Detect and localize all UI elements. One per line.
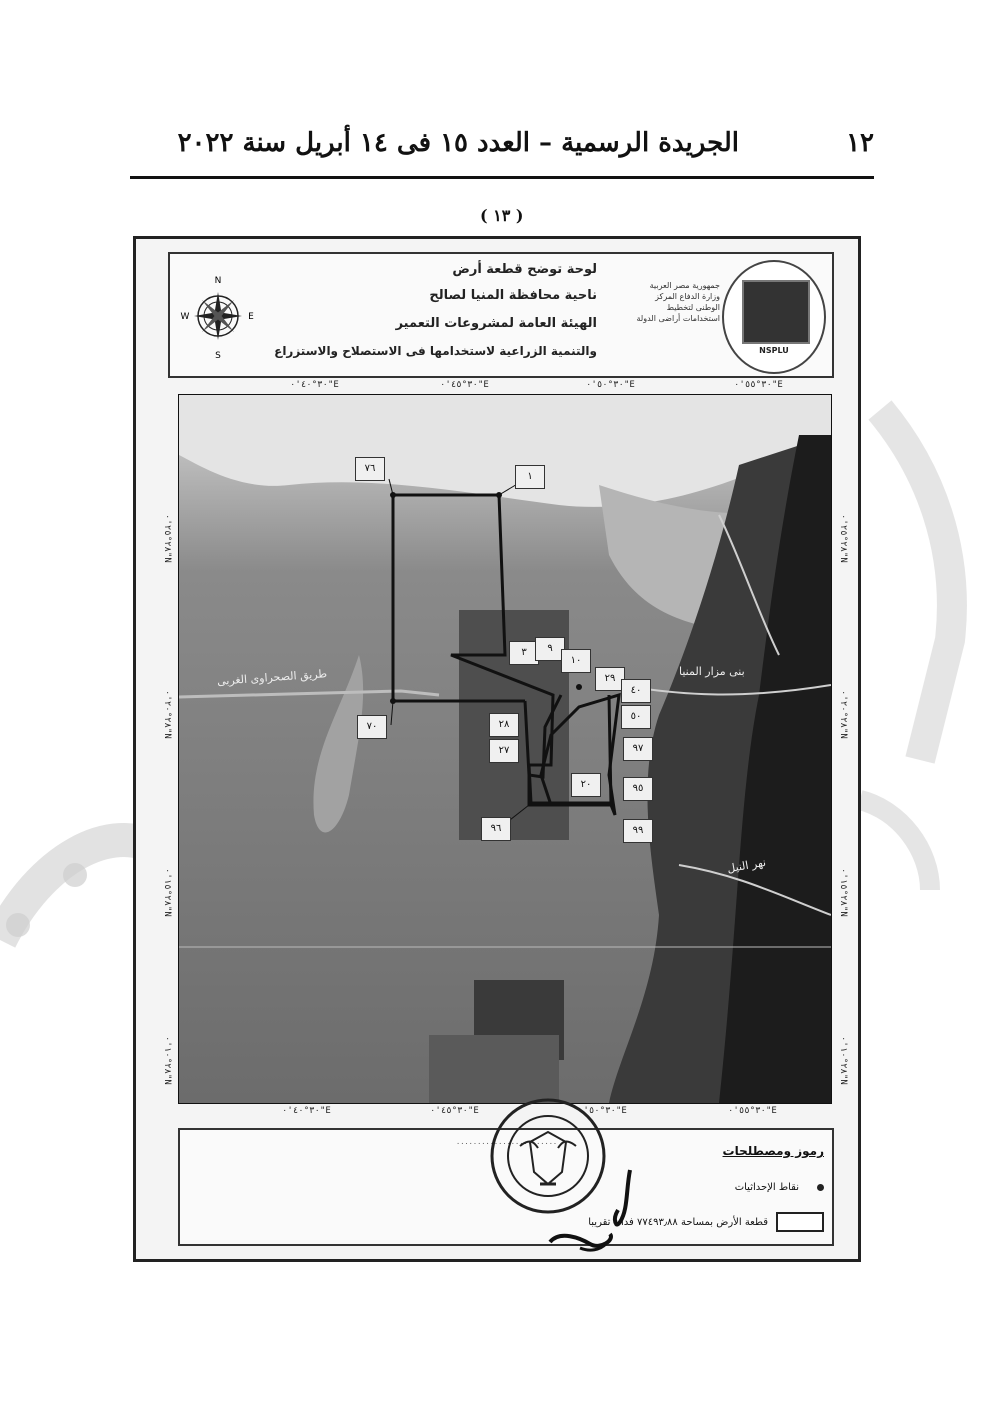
point-label-96: ٩٦ [481, 817, 511, 841]
point-label-1: ١ [515, 465, 545, 489]
coord-bottom-3: ٣٠°٥٠'٠"E [578, 1106, 627, 1116]
page-header [130, 120, 874, 180]
coord-right-4: ٢٨°١٠'٠"N [838, 1036, 848, 1085]
point-label-76: ٧٦ [355, 457, 385, 481]
point-label-70: ٧٠ [357, 715, 387, 739]
coord-left-4: ٢٨°١٠'٠"N [162, 1036, 172, 1085]
compass-rose-icon [180, 270, 256, 360]
nsplu-logo [722, 260, 826, 374]
point-label-3: ٣ [509, 641, 539, 665]
legend-dot-icon [817, 1184, 824, 1191]
title-line-4: والتنمية الزراعية لاستخدامها فى الاستصلاح والاستزراع [274, 344, 597, 358]
logo-text: NSPLU [759, 346, 789, 355]
signature [540, 1160, 650, 1255]
legend-item-points [735, 1182, 824, 1193]
legend-title: رموز ومصطلحات [722, 1144, 824, 1158]
nile-label: نهر النيل [726, 855, 767, 876]
coord-top-2: ٣٠°٤٥'٠"E [440, 380, 489, 390]
sub-page-number: ( ١٣ ) [480, 206, 524, 225]
logo-emblem-icon [742, 280, 810, 344]
coord-top-1: ٣٠°٤٠'٠"E [290, 380, 339, 390]
gazette-title: الجريدة الرسمية – العدد ١٥ فى ١٤ أبريل سنة ٢٠٢٢ [177, 128, 739, 158]
title-line-1: لوحة توضح قطعة أرض [452, 262, 597, 277]
coord-bottom-4: ٣٠°٥٥'٠"E [728, 1106, 777, 1116]
point-label-50: ٥٠ [621, 705, 651, 729]
desert-road-label: طريق الصحراوى الغربى [216, 667, 328, 688]
title-line-2: ناحية محافظة المنيا لصالح [429, 288, 597, 303]
coord-left-3: ٢٨°١٥'٠"N [162, 868, 172, 917]
compass-s: S [215, 351, 221, 360]
legend-parcel-label: قطعة الأرض بمساحة ٧٧٤٩٣٫٨٨ فدان تقريبا [588, 1217, 768, 1228]
coord-top-3: ٣٠°٥٠'٠"E [586, 380, 635, 390]
satellite-map[interactable] [178, 394, 832, 1104]
coord-bottom-1: ٣٠°٤٠'٠"E [282, 1106, 331, 1116]
point-label-95: ٩٥ [623, 777, 653, 801]
header-rule [130, 176, 874, 179]
coord-right-3: ٢٨°١٥'٠"N [838, 868, 848, 917]
compass-n: N [214, 276, 222, 286]
coord-right-1: ٢٨°٢٥'٠"N [838, 514, 848, 563]
org-text: جمهورية مصر العربية وزارة الدفاع المركز الوطنى لتخطيط استخدامات أراضى الدولة [636, 281, 720, 323]
point-label-10: ١٠ [561, 649, 591, 673]
coord-right-2: ٢٨°٢٠'٠"N [838, 690, 848, 739]
compass-e: E [248, 312, 254, 322]
title-line-3: الهيئة العامة لمشروعات التعمير [395, 316, 597, 331]
point-label-28: ٢٨ [489, 713, 519, 737]
point-label-40: ٤٠ [621, 679, 651, 703]
compass-w: W [180, 312, 190, 322]
point-label-97: ٩٧ [623, 737, 653, 761]
coord-left-1: ٢٨°٢٥'٠"N [162, 514, 172, 563]
legend-ref-dots: ........................ [456, 1138, 558, 1146]
page-number: ١٢ [846, 128, 874, 158]
point-label-99: ٩٩ [623, 819, 653, 843]
coord-bottom-2: ٣٠°٤٥'٠"E [430, 1106, 479, 1116]
coord-left-2: ٢٨°٢٠'٠"N [162, 690, 172, 739]
point-label-9: ٩ [535, 637, 565, 661]
map-title-box [168, 252, 834, 378]
coord-top-4: ٣٠°٥٥'٠"E [734, 380, 783, 390]
agri-road-label: بنى مزار المنيا [679, 665, 745, 678]
point-label-20: ٢٠ [571, 773, 601, 797]
legend-points-label: نقاط الإحداثيات [734, 1182, 799, 1193]
point-label-27: ٢٧ [489, 739, 519, 763]
point-label-29: ٢٩ [595, 667, 625, 691]
legend-box-icon [776, 1212, 824, 1232]
